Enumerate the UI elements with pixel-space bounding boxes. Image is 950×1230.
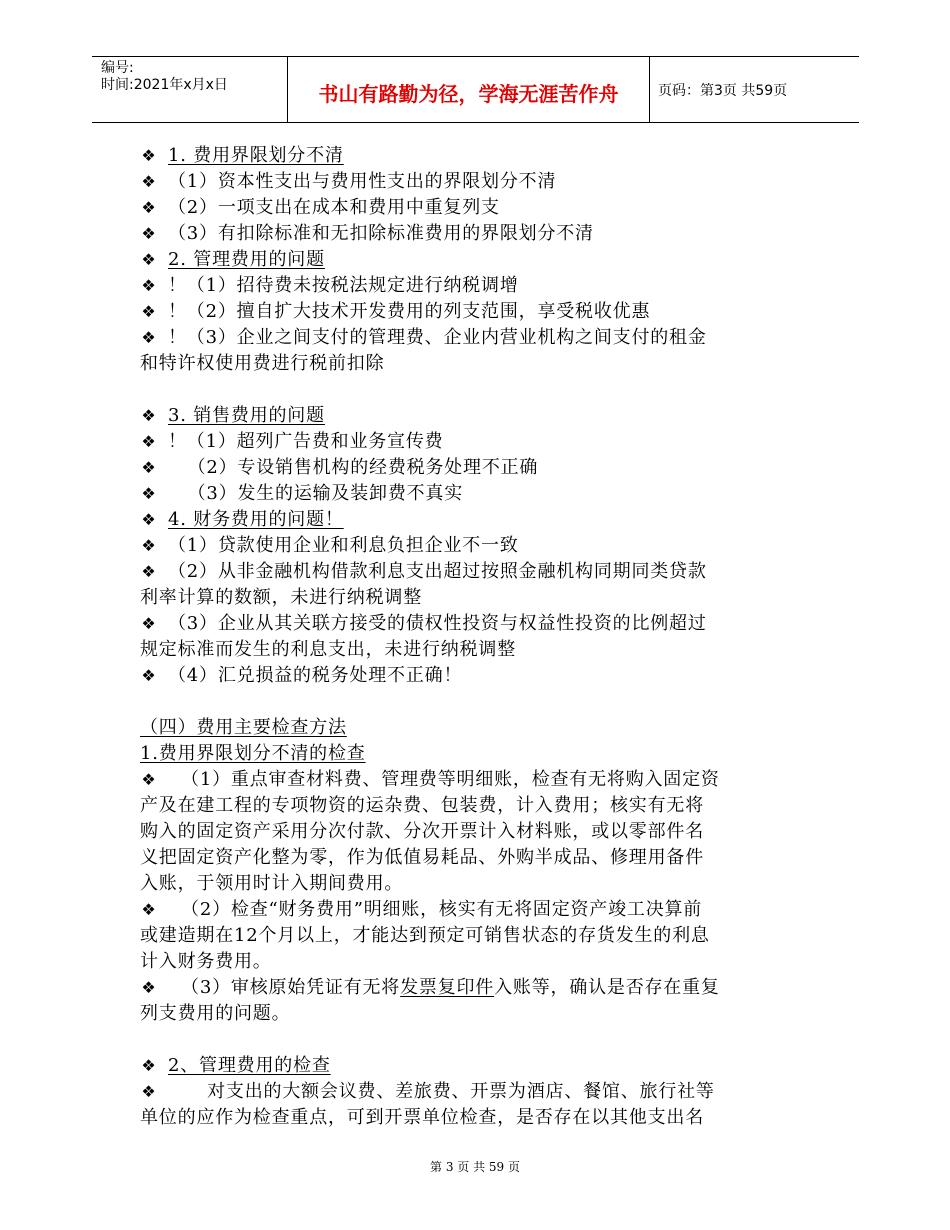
text-line: ❖ （2）一项支出在成本和费用中重复列支 <box>140 195 800 221</box>
text-line: ❖ ！（1）招待费未按税法规定进行纳税调增 <box>140 273 800 299</box>
text-line: ❖ （3）发生的运输及装卸费不真实 <box>140 481 800 507</box>
header-page-info: 页码：第3页 共59页 <box>658 83 788 99</box>
section-heading: （四）费用主要检查方法 <box>140 717 347 738</box>
section-heading: 2. 管理费用的问题 <box>168 249 325 270</box>
text-line: 购入的固定资产采用分次付款、分次开票计入材料账，或以零部件名 <box>140 821 704 842</box>
text-line: ❖ （3）有扣除标准和无扣除标准费用的界限划分不清 <box>140 221 800 247</box>
text-line: 规定标准而发生的利息支出，未进行纳税调整 <box>140 639 516 660</box>
text-line: ❖ （2）检查“财务费用”明细账，核实有无将固定资产竣工决算前 <box>140 897 800 923</box>
underlined-term: 发票复印件 <box>400 977 495 998</box>
diamond-bullet-icon: ❖ <box>141 614 157 633</box>
diamond-bullet-icon: ❖ <box>141 770 157 789</box>
diamond-bullet-icon: ❖ <box>141 432 157 451</box>
diamond-bullet-icon: ❖ <box>141 172 157 191</box>
section-heading: 1. 费用界限划分不清 <box>168 145 344 166</box>
text-line: ❖ （1）贷款使用企业和利息负担企业不一致 <box>140 533 800 559</box>
text-line: ❖ （1）资本性支出与费用性支出的界限划分不清 <box>140 169 800 195</box>
text-line: ❖ （2）专设销售机构的经费税务处理不正确 <box>140 455 800 481</box>
diamond-bullet-icon: ❖ <box>141 224 157 243</box>
page-footer: 第 3 页 共 59 页 <box>430 1160 520 1174</box>
text-line: ❖ ！（2）擅自扩大技术开发费用的列支范围，享受税收优惠 <box>140 299 800 325</box>
text-line <box>140 1053 800 1079</box>
text-line: ❖ 对支出的大额会议费、差旅费、开票为酒店、餐馆、旅行社等 <box>140 1079 800 1105</box>
header-motto: 书山有路勤为径，学海无涯苦作舟 <box>318 82 619 106</box>
diamond-bullet-icon: ❖ <box>141 666 157 685</box>
header-code-label: 编号: <box>101 60 134 76</box>
section-heading: 1.费用界限划分不清的检查 <box>140 743 366 764</box>
header-bottom-rule <box>92 122 859 123</box>
diamond-bullet-icon: ❖ <box>141 328 157 347</box>
diamond-bullet-icon: ❖ <box>141 536 157 555</box>
text-line: ❖ （1）重点审查材料费、管理费等明细账，检查有无将购入固定资 <box>140 767 800 793</box>
text-line: 或建造期在12个月以上，才能达到预定可销售状态的存货发生的利息 <box>140 925 710 946</box>
diamond-bullet-icon: ❖ <box>141 276 157 295</box>
text-line <box>140 247 800 273</box>
diamond-bullet-icon: ❖ <box>141 198 157 217</box>
text-line: 列支费用的问题。 <box>140 1003 291 1024</box>
header-divider-right <box>649 57 650 122</box>
text-line: ❖ （3）审核原始凭证有无将发票复印件入账等，确认是否存在重复 <box>140 975 800 1001</box>
text-line: ❖ ！（3）企业之间支付的管理费、企业内营业机构之间支付的租金 <box>140 325 800 351</box>
diamond-bullet-icon: ❖ <box>141 1082 157 1101</box>
header-time-label: 时间:2021年x月x日 <box>101 77 228 93</box>
header-top-rule <box>92 56 859 57</box>
text-line <box>140 403 800 429</box>
section-heading: 4. 财务费用的问题！ <box>168 509 344 530</box>
text-line: 入账，于领用时计入期间费用。 <box>140 873 404 894</box>
header-meta <box>101 60 228 94</box>
diamond-bullet-icon: ❖ <box>141 900 157 919</box>
diamond-bullet-icon: ❖ <box>141 458 157 477</box>
diamond-bullet-icon: ❖ <box>141 484 157 503</box>
diamond-bullet-icon: ❖ <box>141 510 157 529</box>
diamond-bullet-icon: ❖ <box>141 562 157 581</box>
text-line <box>140 741 800 767</box>
document-body <box>140 143 800 1131</box>
text-line: 计入财务费用。 <box>140 951 272 972</box>
text-line <box>140 507 800 533</box>
text-line: 利率计算的数额，未进行纳税调整 <box>140 587 422 608</box>
text-line <box>140 143 800 169</box>
text-line <box>140 715 800 741</box>
text-line: 和特许权使用费进行税前扣除 <box>140 353 385 374</box>
blank-line <box>140 377 800 403</box>
section-heading: 2、管理费用的检查 <box>168 1055 331 1076</box>
text-line: ❖ （4）汇兑损益的税务处理不正确！ <box>140 663 800 689</box>
text-line: 义把固定资产化整为零，作为低值易耗品、外购半成品、修理用备件 <box>140 847 704 868</box>
text-line: 产及在建工程的专项物资的运杂费、包装费，计入费用；核实有无将 <box>140 795 704 816</box>
diamond-bullet-icon: ❖ <box>141 250 157 269</box>
blank-line <box>140 689 800 715</box>
text-line: 单位的应作为检查重点，可到开票单位检查，是否存在以其他支出名 <box>140 1107 704 1128</box>
text-line: ❖ （3）企业从其关联方接受的债权性投资与权益性投资的比例超过 <box>140 611 800 637</box>
diamond-bullet-icon: ❖ <box>141 1056 157 1075</box>
text-line: ❖ ！（1）超列广告费和业务宣传费 <box>140 429 800 455</box>
diamond-bullet-icon: ❖ <box>141 978 157 997</box>
diamond-bullet-icon: ❖ <box>141 146 157 165</box>
diamond-bullet-icon: ❖ <box>141 406 157 425</box>
section-heading: 3. 销售费用的问题 <box>168 405 325 426</box>
text-line: ❖ （2）从非金融机构借款利息支出超过按照金融机构同期同类贷款 <box>140 559 800 585</box>
diamond-bullet-icon: ❖ <box>141 302 157 321</box>
blank-line <box>140 1027 800 1053</box>
